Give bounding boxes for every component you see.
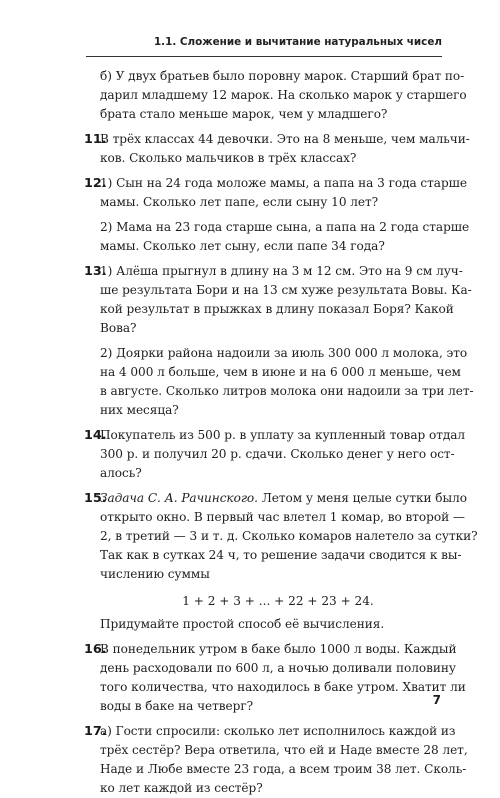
- sum-formula: 1 + 2 + 3 + ... + 22 + 23 + 24.: [182, 594, 374, 608]
- text-line: Наде и Любе вместе 23 года, а всем троим 38 лет. Сколь-: [100, 762, 467, 776]
- page-content: [84, 67, 478, 798]
- problem-paragraph: [100, 426, 466, 483]
- problem-17: [84, 722, 468, 798]
- text-line: в августе. Сколько литров молока они надоили за три лет-: [100, 384, 474, 398]
- text-line: 2) Мама на 23 года старше сына, а папа на 2 года старше: [100, 220, 470, 234]
- text-line: ше результата Бори и на 13 см хуже результата Вовы. Ка-: [100, 283, 472, 297]
- problem-paragraph: [100, 344, 474, 420]
- problem-16: [84, 640, 466, 716]
- problem-10b: [86, 67, 467, 124]
- text-line: В понедельник утром в баке было 1000 л воды. Каждый: [100, 642, 457, 656]
- problem-number: 17.: [84, 724, 107, 739]
- problem-11: [84, 130, 470, 168]
- problem-number: 16.: [84, 642, 107, 657]
- problem-number: 15.: [84, 491, 107, 506]
- running-header: 1.1. Сложение и вычитание натуральных чисел: [153, 36, 442, 48]
- problem-paragraph: [100, 722, 468, 798]
- text-line: мамы. Сколько лет сыну, если папе 34 года?: [100, 239, 385, 253]
- text-line: день расходовали по 600 л, а ночью доливали половину: [100, 661, 456, 675]
- problem-paragraph: [100, 218, 470, 256]
- text-fragment: Летом у меня целые сутки было: [257, 491, 467, 505]
- text-line: числению суммы: [100, 567, 210, 581]
- text-line: ко лет каждой из сестёр?: [100, 781, 263, 795]
- text-line: 2) Доярки района надоили за июль 300 000 л молока, это: [100, 346, 468, 360]
- text-line: Так как в сутках 24 ч, то решение задачи сводится к вы-: [100, 548, 462, 562]
- text-line: ков. Сколько мальчиков в трёх классах?: [100, 151, 357, 165]
- problem-number: 13.: [84, 264, 107, 279]
- page-number: 7: [432, 693, 441, 707]
- text-line: них месяца?: [100, 403, 179, 417]
- text-line: 2, в третий — 3 и т. д. Сколько комаров налетело за сутки?: [100, 529, 478, 543]
- text-line: открыто окно. В первый час влетел 1 комар, во второй —: [100, 510, 465, 524]
- problem-paragraph: [100, 174, 467, 212]
- text-line: б) У двух братьев было поровну марок. Старший брат по-: [100, 69, 465, 83]
- text-line: Вова?: [100, 321, 137, 335]
- text-line: того количества, что находилось в баке утром. Хватит ли: [100, 680, 466, 694]
- text-line: 1) Алёша прыгнул в длину на 3 м 12 см. Это на 9 см луч-: [100, 264, 463, 278]
- text-line: брата стало меньше марок, чем у младшего?: [100, 107, 388, 121]
- text-line: мамы. Сколько лет папе, если сыну 10 лет?: [100, 195, 379, 209]
- problem-paragraph: [100, 489, 478, 634]
- problem-paragraph: [100, 262, 472, 338]
- problem-paragraph: [100, 640, 466, 716]
- text-line: а) Гости спросили: сколько лет исполнилось каждой из: [100, 724, 456, 738]
- problem-14: [84, 426, 466, 483]
- text-line: алось?: [100, 466, 142, 480]
- header-rule: [86, 56, 442, 57]
- text-line: [100, 489, 467, 508]
- problem-number: 11.: [84, 132, 107, 147]
- text-line: В трёх классах 44 девочки. Это на 8 меньше, чем мальчи-: [100, 132, 470, 146]
- text-line: 1) Сын на 24 года моложе мамы, а папа на 3 года старше: [100, 176, 467, 190]
- text-line: Придумайте простой способ её вычисления.: [100, 617, 385, 631]
- text-line: Покупатель из 500 р. в уплату за купленный товар отдал: [100, 428, 466, 442]
- text-line: дарил младшему 12 марок. На сколько марок у старшего: [100, 88, 467, 102]
- problem-title: Задача С. А. Рачинского.: [100, 491, 258, 505]
- problem-13: [84, 262, 474, 420]
- text-line: кой результат в прыжках в длину показал Боря? Какой: [100, 302, 454, 316]
- problem-number: 12.: [84, 176, 107, 191]
- problem-paragraph: [100, 67, 467, 124]
- problem-12: [84, 174, 470, 256]
- problem-number: 14.: [84, 428, 107, 443]
- text-line: воды в баке на четверг?: [100, 699, 254, 713]
- problem-15: [84, 489, 478, 634]
- text-line: на 4 000 л больше, чем в июне и на 6 000 л меньше, чем: [100, 365, 461, 379]
- text-line: трёх сестёр? Вера ответила, что ей и Наде вместе 28 лет,: [100, 743, 468, 757]
- text-line: 300 р. и получил 20 р. сдачи. Сколько денег у него ост-: [100, 447, 455, 461]
- problem-paragraph: [100, 130, 470, 168]
